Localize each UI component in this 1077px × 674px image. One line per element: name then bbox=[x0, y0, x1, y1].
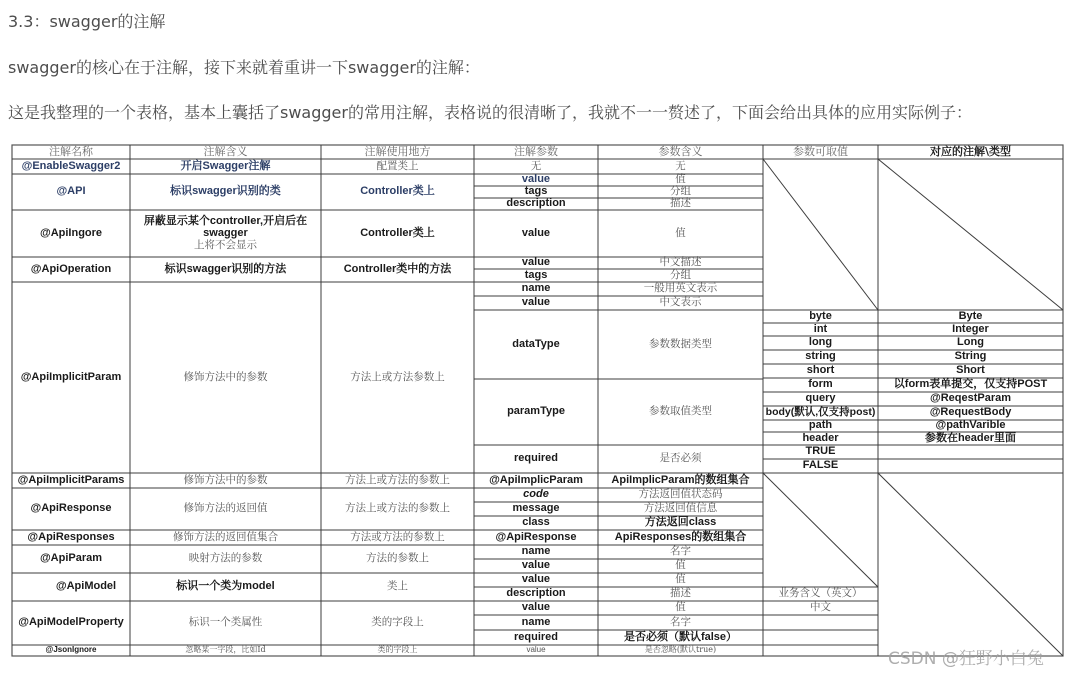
param-meaning: 值 bbox=[675, 601, 686, 614]
param-meaning: 一般用英文表示 bbox=[643, 282, 718, 295]
header-annotation-usage: 注解使用地方 bbox=[364, 145, 431, 159]
corresponding-type bbox=[878, 459, 1063, 473]
annotation-meaning-line: 上将不会显示 bbox=[194, 238, 257, 251]
param-meaning: 中文表示 bbox=[659, 296, 702, 309]
annotation-usage: 配置类上 bbox=[376, 159, 419, 172]
annotation-name: @API bbox=[56, 185, 86, 198]
param-meaning: 分组 bbox=[670, 268, 691, 281]
header-annotation-name: 注解名称 bbox=[49, 145, 93, 159]
param-meaning: 方法返回值信息 bbox=[643, 502, 718, 515]
header-param-meaning: 参数含义 bbox=[658, 145, 703, 159]
param-value: int bbox=[813, 322, 828, 335]
annotation-name: @EnableSwagger2 bbox=[21, 159, 121, 172]
param-name: dataType bbox=[512, 337, 560, 350]
param-meaning: 描述 bbox=[670, 197, 691, 210]
annotation-meaning-line: 屏蔽显示某个controller,开启后在 bbox=[143, 215, 308, 228]
param-meaning: ApiImplicParam的数组集合 bbox=[611, 473, 750, 486]
annotation-meaning bbox=[130, 210, 321, 257]
csdn-watermark: CSDN @狂野小白兔 bbox=[888, 649, 1044, 669]
annotation-usage: 类的字段上 bbox=[371, 616, 424, 629]
annotation-usage: 方法的参数上 bbox=[366, 552, 429, 565]
param-value: 中文 bbox=[810, 601, 831, 614]
section-heading: 3.3：swagger的注解 bbox=[8, 12, 166, 31]
annotation-meaning: 标识swagger识别的类 bbox=[170, 185, 281, 198]
param-value: path bbox=[808, 419, 833, 432]
annotation-usage: 方法上或方法的参数上 bbox=[345, 502, 450, 515]
param-name: @ApiResponse bbox=[495, 530, 577, 543]
param-name: name bbox=[521, 545, 551, 558]
param-name: tags bbox=[524, 185, 548, 198]
annotation-meaning: 修饰方法中的参数 bbox=[183, 370, 268, 383]
param-name: description bbox=[506, 587, 566, 600]
corresponding-type: @ReqestParam bbox=[929, 392, 1012, 405]
param-name: name bbox=[521, 615, 551, 628]
corresponding-type: Long bbox=[957, 336, 984, 349]
annotation-usage: Controller类上 bbox=[360, 226, 435, 239]
param-meaning: 描述 bbox=[670, 587, 691, 600]
corresponding-type: String bbox=[954, 350, 987, 363]
annotation-meaning: 修饰方法中的参数 bbox=[183, 473, 268, 486]
param-meaning: 名字 bbox=[670, 545, 691, 558]
corresponding-type bbox=[878, 445, 1063, 459]
param-name: value bbox=[521, 173, 551, 186]
corresponding-type: @RequestBody bbox=[929, 406, 1012, 419]
header-param-values: 参数可取值 bbox=[793, 145, 848, 159]
param-name: value bbox=[521, 573, 551, 586]
param-name: required bbox=[513, 452, 558, 465]
annotation-meaning: 标识一个类属性 bbox=[188, 616, 263, 629]
param-name: description bbox=[506, 197, 566, 210]
param-meaning: 值 bbox=[675, 559, 686, 572]
param-name: name bbox=[521, 282, 551, 295]
param-name: class bbox=[522, 516, 550, 529]
param-value: FALSE bbox=[802, 459, 839, 472]
header-annotation-meaning: 注解含义 bbox=[203, 145, 248, 159]
intro-paragraph: swagger的核心在于注解，接下来就着重讲一下swagger的注解： bbox=[8, 58, 480, 77]
param-name: @ApiImplicParam bbox=[489, 473, 583, 486]
param-value: short bbox=[806, 364, 835, 377]
param-name: value bbox=[521, 256, 551, 269]
annotation-name: @ApiResponse bbox=[30, 502, 112, 515]
corresponding-type: @pathVarible bbox=[935, 419, 1006, 432]
param-name: required bbox=[513, 630, 558, 643]
annotation-name: @ApiImplicitParam bbox=[20, 370, 122, 383]
param-value: long bbox=[808, 336, 833, 349]
param-name: code bbox=[523, 488, 549, 501]
param-meaning: 是否必须（默认false） bbox=[623, 630, 738, 643]
annotation-meaning: 映射方法的参数 bbox=[188, 552, 263, 565]
param-name: tags bbox=[524, 268, 548, 281]
annotation-meaning: 忽略某一字段，比如Id bbox=[185, 645, 266, 655]
param-name: value bbox=[526, 645, 546, 655]
param-value: 业务含义（英文） bbox=[778, 587, 863, 600]
param-meaning: 是否忽略(默认true) bbox=[644, 645, 717, 655]
annotation-name: @ApiOperation bbox=[30, 262, 112, 275]
param-value: TRUE bbox=[805, 445, 836, 458]
annotation-name: @ApiParam bbox=[39, 552, 103, 565]
corresponding-type: Byte bbox=[958, 309, 983, 322]
annotation-usage: 类上 bbox=[387, 580, 408, 593]
annotation-name: @ApiImplicitParams bbox=[17, 473, 125, 486]
corresponding-type: 参数在header里面 bbox=[924, 431, 1017, 444]
param-meaning: 参数取值类型 bbox=[649, 405, 712, 418]
param-meaning: 值 bbox=[675, 226, 686, 239]
param-name: value bbox=[521, 559, 551, 572]
annotation-usage: 类的字段上 bbox=[377, 645, 418, 655]
param-name: value bbox=[521, 601, 551, 614]
param-name: value bbox=[521, 296, 551, 309]
annotation-usage: 方法上或方法的参数上 bbox=[345, 473, 450, 486]
param-value: form bbox=[808, 378, 833, 391]
header-annotation-params: 注解参数 bbox=[514, 145, 558, 159]
annotation-name: @ApiIngore bbox=[39, 226, 103, 239]
annotation-meaning: 标识swagger识别的方法 bbox=[164, 262, 287, 275]
param-meaning: 名字 bbox=[670, 615, 691, 628]
param-meaning: 分组 bbox=[670, 185, 691, 198]
corresponding-type: Integer bbox=[952, 322, 989, 335]
param-name: 无 bbox=[530, 159, 542, 172]
param-name: paramType bbox=[507, 405, 565, 418]
param-name: value bbox=[521, 226, 551, 239]
annotation-meaning: 修饰方法的返回值 bbox=[183, 502, 268, 515]
param-meaning: 值 bbox=[675, 573, 686, 586]
corresponding-type: 以form表单提交，仅支持POST bbox=[893, 378, 1048, 391]
param-name: message bbox=[512, 502, 560, 515]
annotation-meaning bbox=[130, 159, 321, 174]
param-meaning: 中文描述 bbox=[659, 256, 702, 269]
param-meaning: 方法返回class bbox=[644, 516, 717, 529]
param-meaning: 值 bbox=[675, 173, 686, 186]
annotation-usage: Controller类上 bbox=[360, 185, 435, 198]
annotation-usage: Controller类中的方法 bbox=[343, 262, 452, 275]
param-meaning: 是否必须 bbox=[659, 452, 702, 465]
annotation-meaning-line: swagger bbox=[203, 226, 248, 239]
param-meaning: 无 bbox=[675, 159, 686, 172]
annotation-usage: 方法或方法的参数上 bbox=[350, 530, 445, 543]
description-paragraph: 这是我整理的一个表格，基本上囊括了swagger的常用注解，表格说的很清晰了，我就不一一赘述了，下面会给出具体的应用实际例子： bbox=[8, 103, 972, 122]
param-meaning: 方法返回值状态码 bbox=[638, 488, 723, 501]
annotation-meaning: 标识一个类为model bbox=[176, 580, 275, 593]
param-value: query bbox=[805, 392, 836, 405]
param-meaning: ApiResponses的数组集合 bbox=[614, 530, 747, 543]
corresponding-type: Short bbox=[956, 364, 985, 377]
annotation-name: @ApiResponses bbox=[27, 530, 115, 543]
param-value: byte bbox=[809, 309, 832, 322]
annotation-name: @ApiModelProperty bbox=[18, 616, 124, 629]
annotation-usage: 方法上或方法参数上 bbox=[350, 370, 445, 383]
annotation-name: @ApiModel bbox=[55, 580, 117, 593]
annotation-name: @JsonIgnore bbox=[45, 645, 97, 655]
param-value: header bbox=[802, 431, 839, 444]
annotation-meaning-text: 开启Swagger注解 bbox=[180, 159, 271, 172]
param-meaning: 参数数据类型 bbox=[649, 337, 712, 350]
annotation-meaning: 修饰方法的返回值集合 bbox=[173, 530, 278, 543]
param-value: body(默认,仅支持post) bbox=[765, 406, 876, 419]
param-value: string bbox=[805, 350, 836, 363]
header-corresponding-type: 对应的注解\类型 bbox=[929, 145, 1012, 159]
